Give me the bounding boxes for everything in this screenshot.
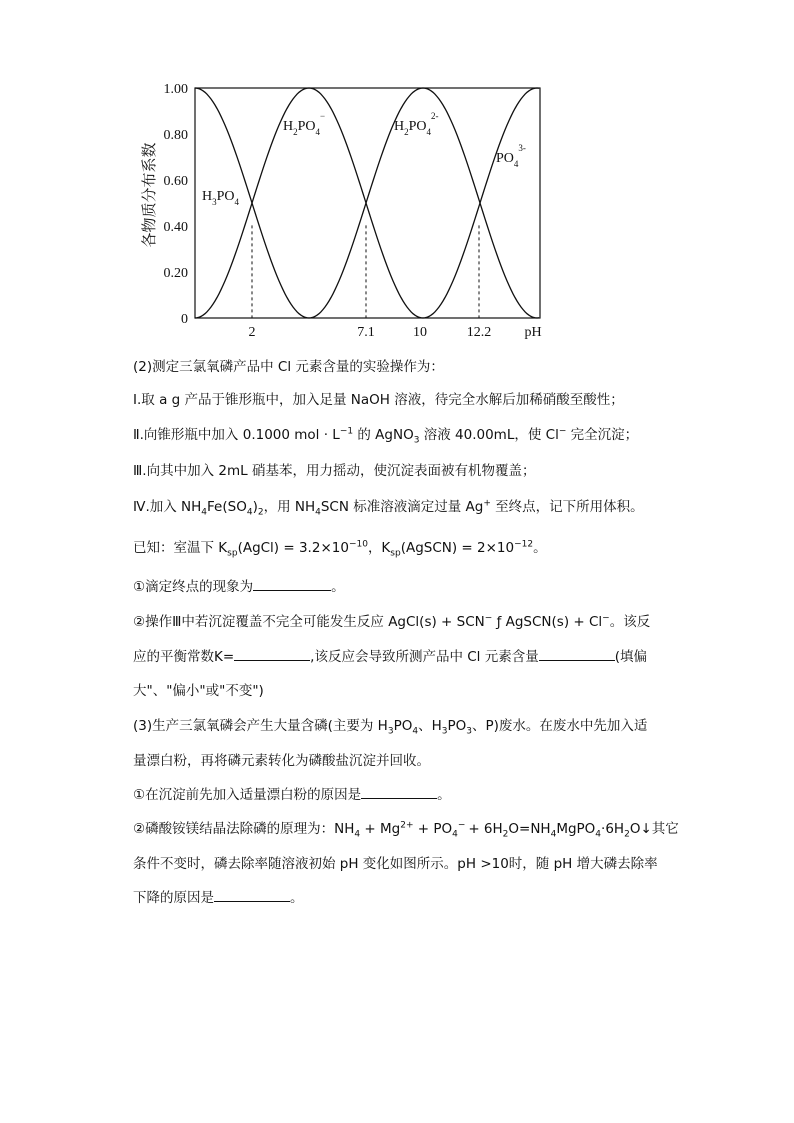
curves [195,88,539,318]
step-1: Ⅰ.取 a g 产品于锥形瓶中，加入足量 NaOH 溶液，待完全水解后加稀硝酸至酸性； [133,392,624,408]
step-3: Ⅲ.向其中加入 2mL 硝基苯，用力摇动，使沉淀表面被有机物覆盖； [133,463,536,479]
sub-question-2-cont: 应的平衡常数K= ,该反应会导致所测产品中 Cl 元素含量 (填偏 [133,649,648,665]
x-ticks [249,325,542,340]
x-tick-label: 12.2 [466,325,492,340]
equation-line: ②磷酸铵镁结晶法除磷的原理为：$NH_4 + Mg^{2+} + PO_4^-$ + $6H_2O=NH_4MgPO_4\cdot 6H_2O↓$其它 [133,820,679,840]
plot-frame [195,88,540,318]
question-2-heading: (2)测定三氯氧磷产品中 Cl 元素含量的实验操作为： [133,359,444,375]
x-tick-label: 7.1 [357,325,375,340]
sub-question-3-2: 下降的原因是 。 [133,890,304,906]
y-tick-label: 1.00 [163,82,188,97]
answer-blank-k[interactable] [234,648,310,661]
curve-a [195,88,539,318]
distribution-chart [130,70,560,350]
y-tick-label: 0 [181,312,188,327]
sub-question-3-1: ①在沉淀前先加入适量漂白粉的原因是 。 [133,787,451,803]
sub-question-2: ②操作Ⅲ中若沉淀覆盖不完全可能发生反应 AgCl(s) + SCN− ƒ AgSCN(s) + Cl−。该反 [133,613,651,630]
x-tick-label: pH [524,325,542,340]
sub-question-1: ①滴定终点的现象为 。 [133,579,345,595]
species-label: $PO_4^{3-}$ [496,143,526,169]
y-tick-label: 0.80 [163,128,188,143]
ph-condition-line: 条件不变时，磷去除率随溶液初始 pH 变化如图所示。pH >10时，随 pH 增大磷去除率 [133,856,658,872]
step-4: Ⅳ.加入 $NH_4Fe(SO_4)_2$，用 $NH_4SCN$ 标准溶液滴定过量 Ag+ 至终点，记下所用体积。 [133,498,644,518]
x-tick-label: 2 [248,325,256,340]
question-3-cont: 量漂白粉，再将磷元素转化为磷酸盐沉淀并回收。 [133,753,430,769]
y-tick-label: 0.40 [163,220,188,235]
species-label: $H_3PO_4$ [202,189,240,207]
answer-blank-bleach[interactable] [361,786,437,799]
crossing-dashes [252,225,479,318]
y-axis-label: 各物质分布系数 [142,142,158,248]
y-tick-label: 0.20 [163,266,188,281]
options-text: 大"、"偏小"或"不变") [133,683,264,699]
answer-blank-ph[interactable] [214,889,290,902]
species-label: $H_2PO_4^-$ [283,111,326,137]
known-ksp: 已知：室温下 $K_{sp}(AgCl) = 3.2\times 10^{-10}$，$K_{sp}(AgSCN) = 2\times 10^{-12}$。 [133,539,547,559]
question-3-heading: (3)生产三氯氧磷会产生大量含磷(主要为 $H_3PO_4$、$H_3PO_3$、P)废水。在废水中先加入适 [133,718,648,737]
step-2: Ⅱ.向锥形瓶中加入 0.1000 mol · $L^{-1}$ 的 AgNO$_3$ 溶液 40.00mL，使 Cl− 完全沉淀； [133,426,639,446]
curve-b [195,88,539,318]
y-ticks [164,82,189,327]
answer-blank[interactable] [253,578,331,591]
species-label: $H_2PO_4^{2-}$ [394,111,439,137]
y-tick-label: 0.60 [163,174,188,189]
x-tick-label: 10 [413,325,427,340]
answer-blank-effect[interactable] [539,648,615,661]
